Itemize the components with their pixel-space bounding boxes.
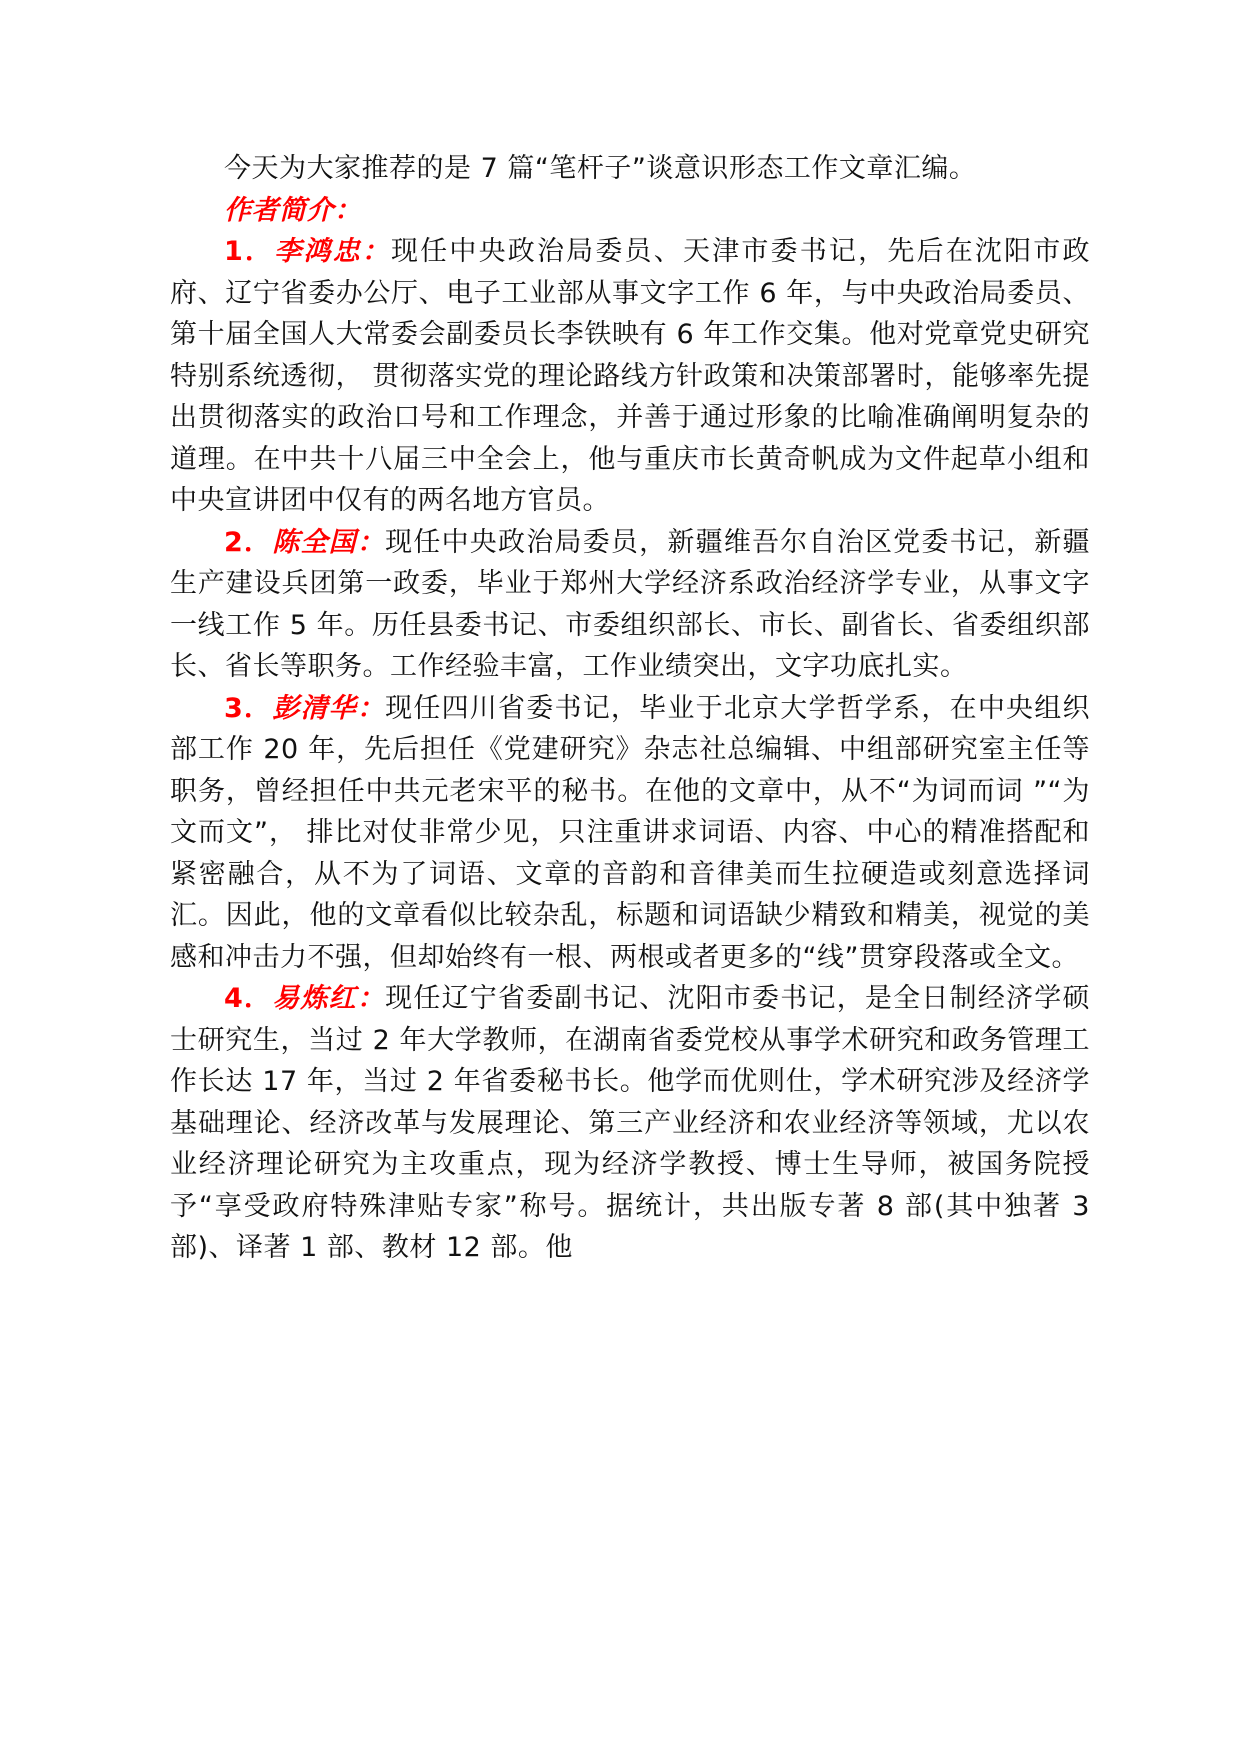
author-lead-2 <box>224 527 385 558</box>
intro-paragraph: 今天为大家推荐的是 7 篇“笔杆子”谈意识形态工作文章汇编。 <box>224 153 977 184</box>
author-number-2: 2． <box>224 526 273 558</box>
author-text-4: 现任辽宁省委副书记、沈阳市委书记，是全日制经济学硕士研究生，当过 2 年大学教师，在湖南省委党校从事学术研究和政务管理工作长达 17 年，当过 2 年省委秘书长。他学而优则仕，学术研究涉及经济学基础理论、经济改革与发展理论、第三产业经济和农业经济等领域，尤以农业经济理论研究为主攻重点，现为经济学教授、博士生导师，被国务院授予“享受政府特殊津贴专家”称号。据统计，共出版专著 8 部(其中独著 3 部)、译著 1 部、教材 12 部。他 <box>170 983 1091 1263</box>
document-page <box>170 148 1090 1269</box>
author-number-3: 3． <box>224 692 273 724</box>
author-lead-3 <box>224 693 385 724</box>
author-lead-1 <box>224 236 391 267</box>
author-name-3: 彭清华： <box>272 692 386 724</box>
section-heading: 作者简介： <box>224 194 362 226</box>
author-number-4: 4． <box>224 983 273 1014</box>
author-paragraph-1 <box>170 231 1090 522</box>
author-paragraph-4 <box>170 978 1090 1269</box>
author-paragraph-3 <box>170 688 1090 979</box>
author-name-1: 李鸿忠： <box>274 236 391 267</box>
author-text-1: 现任中央政治局委员、天津市委书记，先后在沈阳市政府、辽宁省委办公厅、电子工业部从事文字工作 6 年，与中央政治局委员、第十届全国人大常委会副委员长李铁映有 6 年工作交集。他对党章党史研究特别系统透彻， 贯彻落实党的理论路线方针政策和决策部署时，能够率先提出贯彻落实的政治口号和工作理念，并善于通过形象的比喻准确阐明复杂的道理。在中共十八届三中全会上，他与重庆市长黄奇帆成为文件起草小组和中央宣讲团中仅有的两名地方官员。 <box>170 236 1091 516</box>
author-text-3: 现任四川省委书记，毕业于北京大学哲学系，在中央组织部工作 20 年，先后担任《党建研究》杂志社总编辑、中组部研究室主任等职务，曾经担任中共元老宋平的秘书。在他的文章中，从不“为词而词 ”“为文而文”， 排比对仗非常少见，只注重讲求词语、内容、中心的精准搭配和紧密融合，从不为了词语、文章的音韵和音律美而生拉硬造或刻意选择词汇。因此，他的文章看似比较杂乱，标题和词语缺少精致和精美，视觉的美感和冲击力不强，但却始终有一根、两根或者更多的“线”贯穿段落或全文。 <box>170 692 1091 973</box>
author-lead-4 <box>224 983 385 1014</box>
author-paragraph-2 <box>170 522 1090 688</box>
author-text-2: 现任中央政治局委员，新疆维吾尔自治区党委书记，新疆生产建设兵团第一政委，毕业于郑州大学经济系政治经济学专业，从事文字一线工作 5 年。历任县委书记、市委组织部长、市长、副省长、省委组织部长、省长等职务。工作经验丰富，工作业绩突出，文字功底扎实。 <box>170 526 1091 682</box>
author-name-2: 陈全国： <box>272 526 386 558</box>
author-name-4: 易炼红： <box>272 983 386 1014</box>
author-number-1: 1． <box>224 236 275 267</box>
